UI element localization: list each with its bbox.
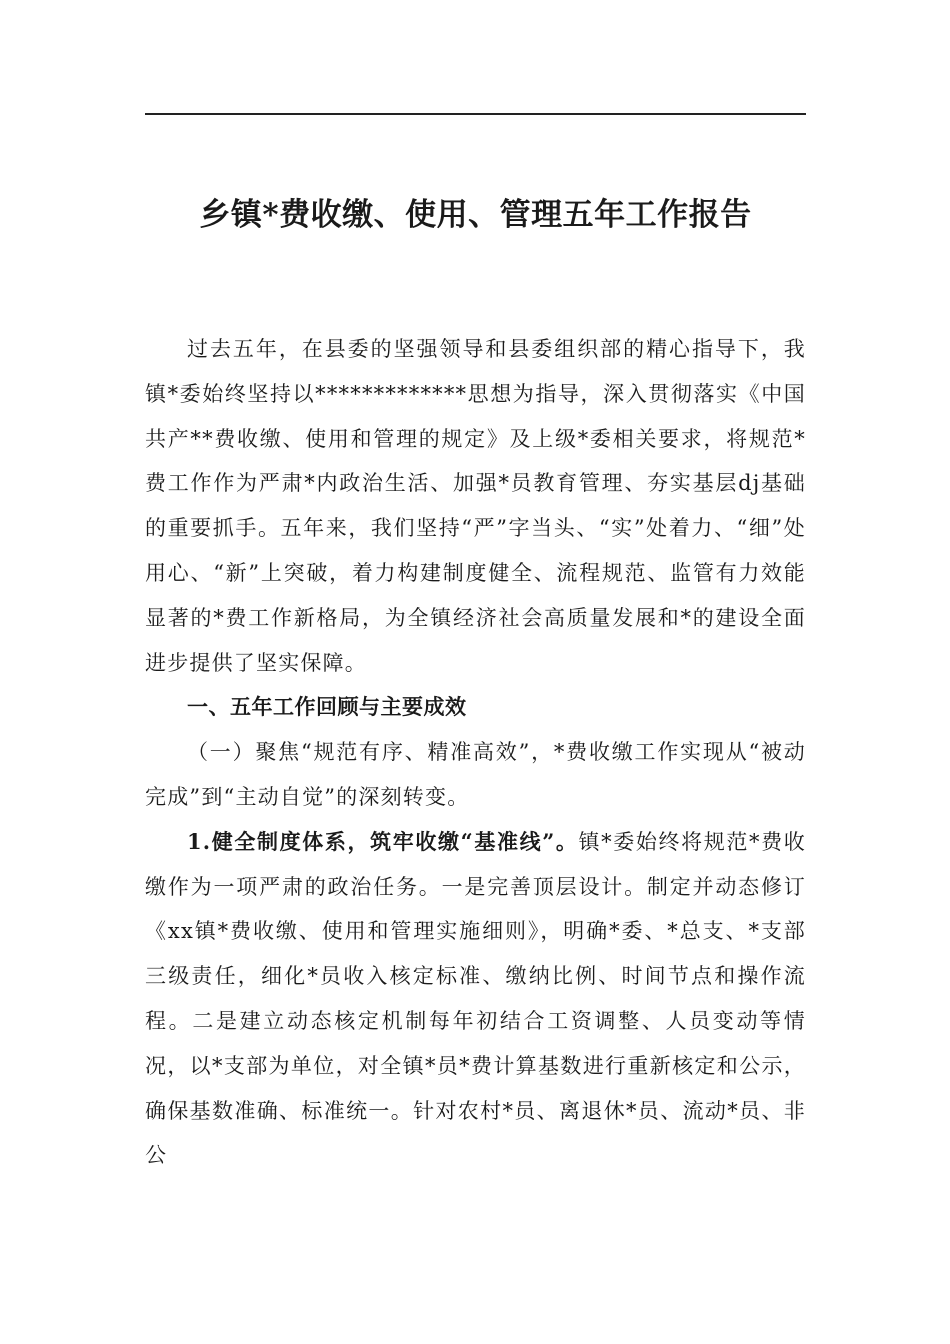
intro-paragraph: 过去五年，在县委的坚强领导和县委组织部的精心指导下，我镇*委始终坚持以*************思想为指导，深入贯彻落实《中国共产**费收缴、使用和管理的规定》及上级*委相关要求，将规范*费工作作为严肃*内政治生活、加强*员教育管理、夯实基层dj基础的重要抓手。五年来，我们坚持“严”字当头、“实”处着力、“细”处用心、“新”上突破，着力构建制度健全、流程规范、监管有力效能显著的*费工作新格局，为全镇经济社会高质量发展和*的建设全面进步提供了坚实保障。: [145, 337, 806, 675]
header-rule: [145, 113, 806, 115]
item-lead: 1.健全制度体系，筑牢收缴“基准线”。: [187, 828, 579, 854]
subsection-heading: （一）聚焦“规范有序、精准高效”，*费收缴工作实现从“被动完成”到“主动自觉”的深刻转变。: [145, 740, 806, 809]
item-paragraph: [145, 820, 806, 1178]
document-title: 乡镇*费收缴、使用、管理五年工作报告: [199, 197, 752, 233]
item-body: 镇*委始终将规范*费收缴作为一项严肃的政治任务。一是完善顶层设计。制定并动态修订《xx镇*费收缴、使用和管理实施细则》，明确*委、*总支、*支部三级责任，细化*员收入核定标准、缴纳比例、时间节点和操作流程。二是建立动态核定机制每年初结合工资调整、人员变动等情况，以*支部为单位，对全镇*员*费计算基数进行重新核定和公示，确保基数准确、标准统一。针对农村*员、离退休*员、流动*员、非公: [145, 829, 806, 1168]
document-body: [145, 327, 806, 1178]
section-heading: 一、五年工作回顾与主要成效: [187, 695, 467, 720]
